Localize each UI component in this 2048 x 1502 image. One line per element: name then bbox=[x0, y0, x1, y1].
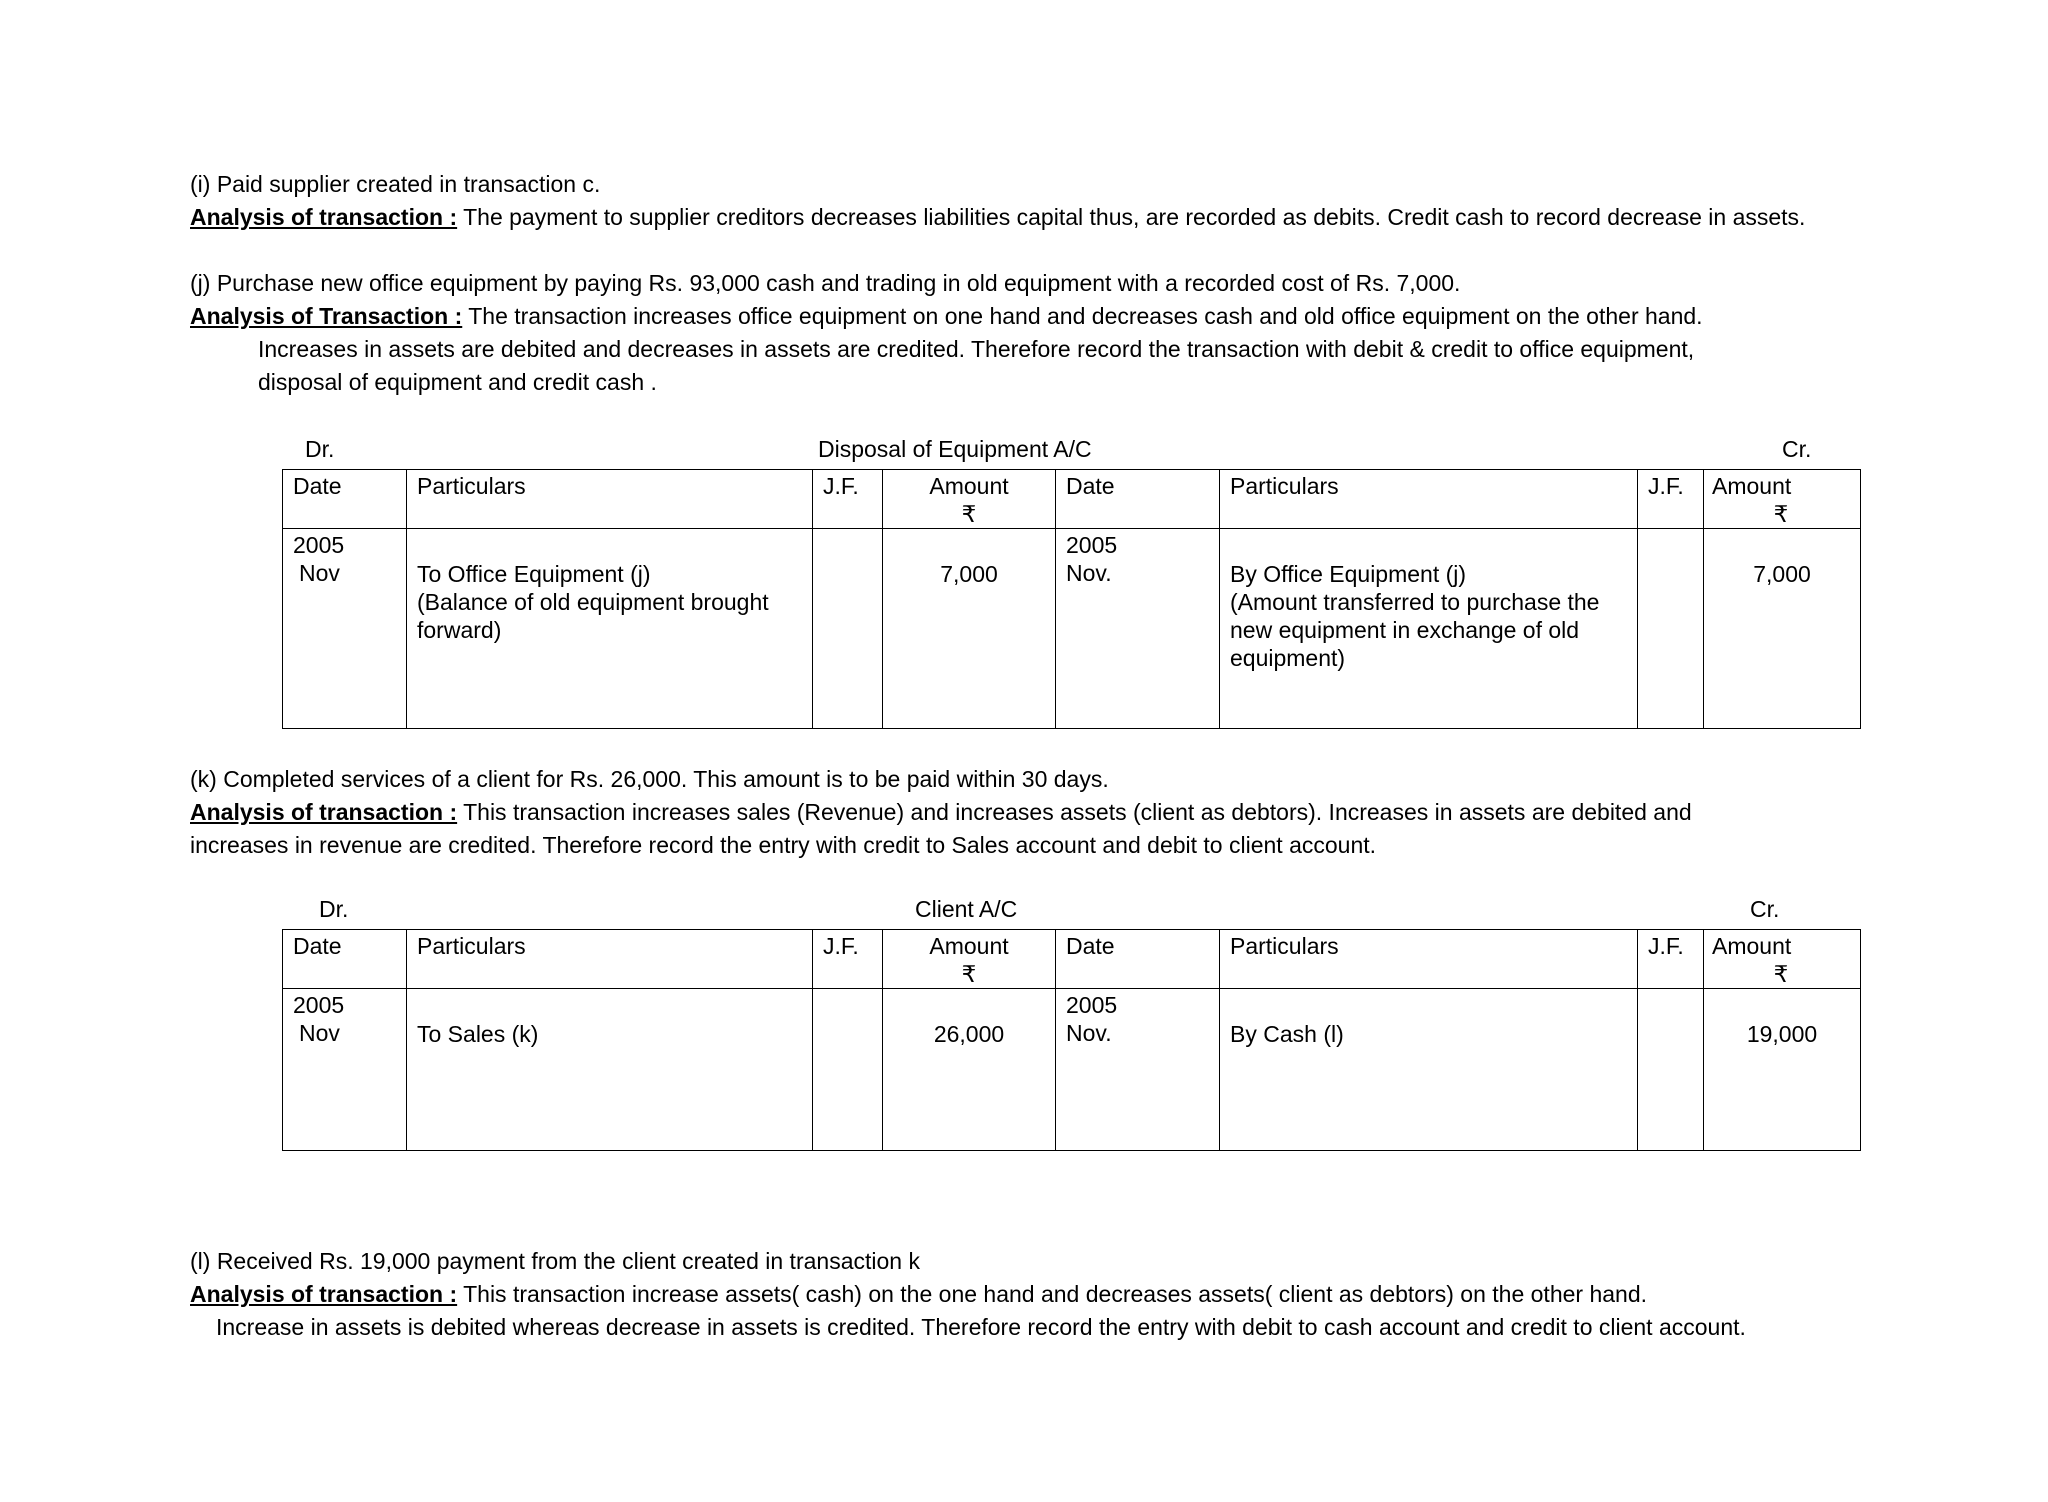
col-amount-dr bbox=[883, 470, 1056, 529]
section-i-title: (i) Paid supplier created in transaction c. bbox=[190, 171, 601, 197]
section-j-analysis-line3: disposal of equipment and credit cash . bbox=[258, 369, 657, 395]
ledger-client-dr-date bbox=[283, 989, 407, 1151]
ledger-disposal-cr-jf bbox=[1638, 529, 1704, 729]
amount-value: 7,000 bbox=[1753, 561, 1811, 588]
section-j-analysis-text: The transaction increases office equipment on one hand and decreases cash and old office equipment on the other hand. bbox=[462, 303, 1703, 329]
section-k-analysis-text: This transaction increases sales (Revenue) and increases assets (client as debtors). Increases in assets are debited and bbox=[457, 799, 1692, 825]
ledger-client-dr: Dr. bbox=[319, 896, 349, 922]
ledger-client-cr-amount bbox=[1704, 989, 1861, 1151]
col-date-cr: Date bbox=[1056, 470, 1220, 529]
col-amount-cr-label: Amount bbox=[1712, 933, 1792, 959]
col-amount-dr bbox=[883, 930, 1056, 989]
section-l-title: (l) Received Rs. 19,000 payment from the client created in transaction k bbox=[190, 1248, 920, 1274]
date-year: 2005 bbox=[293, 992, 345, 1019]
ledger-disposal-cr: Cr. bbox=[1782, 436, 1812, 462]
section-k-title: (k) Completed services of a client for Rs. 26,000. This amount is to be paid within 30 days. bbox=[190, 766, 1109, 792]
section-k-analysis bbox=[190, 799, 1692, 827]
ledger-disposal-entry-row bbox=[283, 529, 1861, 729]
col-date-cr: Date bbox=[1056, 930, 1220, 989]
col-date-dr: Date bbox=[283, 930, 407, 989]
section-l-analysis bbox=[190, 1281, 1647, 1309]
col-date-dr: Date bbox=[283, 470, 407, 529]
date-year: 2005 bbox=[293, 532, 345, 559]
ledger-client-dr-amount bbox=[883, 989, 1056, 1151]
ledger-disposal-cr-amount bbox=[1704, 529, 1861, 729]
section-l-analysis-text: This transaction increase assets( cash) on the one hand and decreases assets( client as debtors) on the other hand. bbox=[457, 1281, 1648, 1307]
col-particulars-cr: Particulars bbox=[1220, 470, 1638, 529]
col-amount-cr bbox=[1704, 470, 1861, 529]
ledger-disposal-header-row bbox=[283, 470, 1861, 529]
col-amount-cr-label: Amount bbox=[1712, 473, 1792, 499]
ledger-client-dr-particulars bbox=[407, 989, 813, 1151]
ledger-disposal-dr-jf bbox=[813, 529, 883, 729]
ledger-client-header-row bbox=[283, 930, 1861, 989]
rupee-icon: ₹ bbox=[961, 961, 977, 988]
section-i-analysis-text: The payment to supplier creditors decreases liabilities capital thus, are recorded as debits. Credit cash to record decrease in assets. bbox=[457, 204, 1806, 230]
col-particulars-cr: Particulars bbox=[1220, 930, 1638, 989]
col-amount-dr-label: Amount bbox=[929, 933, 1009, 959]
ledger-disposal-cr-date bbox=[1056, 529, 1220, 729]
date-year: 2005 bbox=[1066, 992, 1118, 1019]
amount-value: 19,000 bbox=[1746, 1021, 1818, 1048]
col-particulars-dr: Particulars bbox=[407, 930, 813, 989]
section-j-title: (j) Purchase new office equipment by paying Rs. 93,000 cash and trading in old equipment with a recorded cost of Rs. 7,000. bbox=[190, 270, 1461, 296]
particulars-note: (Balance of old equipment brought forward) bbox=[417, 589, 769, 644]
section-i-analysis bbox=[190, 204, 1805, 232]
rupee-icon: ₹ bbox=[1773, 501, 1789, 528]
section-j-analysis bbox=[190, 303, 1703, 331]
section-k-analysis-line2: increases in revenue are credited. Therefore record the entry with credit to Sales account and debit to client account. bbox=[190, 832, 1377, 858]
ledger-disposal-dr-amount bbox=[883, 529, 1056, 729]
date-month: Nov bbox=[299, 560, 340, 587]
ledger-disposal-cr-particulars bbox=[1220, 529, 1638, 729]
ledger-client-table bbox=[282, 929, 1861, 1151]
particulars-main: To Sales (k) bbox=[417, 1021, 539, 1048]
ledger-disposal-dr: Dr. bbox=[305, 436, 335, 462]
ledger-client-dr-jf bbox=[813, 989, 883, 1151]
ledger-disposal-table bbox=[282, 469, 1861, 729]
col-particulars-dr: Particulars bbox=[407, 470, 813, 529]
ledger-disposal-title: Disposal of Equipment A/C bbox=[818, 436, 1092, 462]
ledger-disposal-dr-date bbox=[283, 529, 407, 729]
col-amount-cr bbox=[1704, 930, 1861, 989]
section-j-analysis-line2: Increases in assets are debited and decreases in assets are credited. Therefore record the transaction with debit & credit to office equipment, bbox=[258, 336, 1695, 362]
particulars-main: By Cash (l) bbox=[1230, 1021, 1344, 1048]
ledger-client-title: Client A/C bbox=[915, 896, 1018, 922]
ledger-client-cr-particulars bbox=[1220, 989, 1638, 1151]
col-jf-cr: J.F. bbox=[1638, 470, 1704, 529]
date-month: Nov. bbox=[1066, 1020, 1112, 1047]
particulars-main: To Office Equipment (j) bbox=[417, 561, 651, 588]
section-l-analysis-label: Analysis of transaction : bbox=[190, 1281, 458, 1307]
particulars-main: By Office Equipment (j) bbox=[1230, 561, 1467, 588]
date-month: Nov bbox=[299, 1020, 340, 1047]
section-k-analysis-label: Analysis of transaction : bbox=[190, 799, 458, 825]
ledger-client-cr-jf bbox=[1638, 989, 1704, 1151]
ledger-client-cr: Cr. bbox=[1750, 896, 1780, 922]
col-amount-dr-label: Amount bbox=[929, 473, 1009, 499]
col-jf-cr: J.F. bbox=[1638, 930, 1704, 989]
ledger-client-entry-row bbox=[283, 989, 1861, 1151]
section-i-analysis-label: Analysis of transaction : bbox=[190, 204, 458, 230]
date-year: 2005 bbox=[1066, 532, 1118, 559]
section-j-analysis-label: Analysis of Transaction : bbox=[190, 303, 463, 329]
col-jf-dr: J.F. bbox=[813, 470, 883, 529]
particulars-note: (Amount transferred to purchase the new equipment in exchange of old equipment) bbox=[1230, 589, 1600, 672]
amount-value: 7,000 bbox=[940, 561, 998, 588]
date-month: Nov. bbox=[1066, 560, 1112, 587]
rupee-icon: ₹ bbox=[1773, 961, 1789, 988]
col-jf-dr: J.F. bbox=[813, 930, 883, 989]
ledger-client-cr-date bbox=[1056, 989, 1220, 1151]
amount-value: 26,000 bbox=[933, 1021, 1005, 1048]
section-l-analysis-line2: Increase in assets is debited whereas decrease in assets is credited. Therefore record the entry with debit to cash account and credit to client account. bbox=[216, 1314, 1746, 1340]
rupee-icon: ₹ bbox=[961, 501, 977, 528]
ledger-disposal-dr-particulars bbox=[407, 529, 813, 729]
